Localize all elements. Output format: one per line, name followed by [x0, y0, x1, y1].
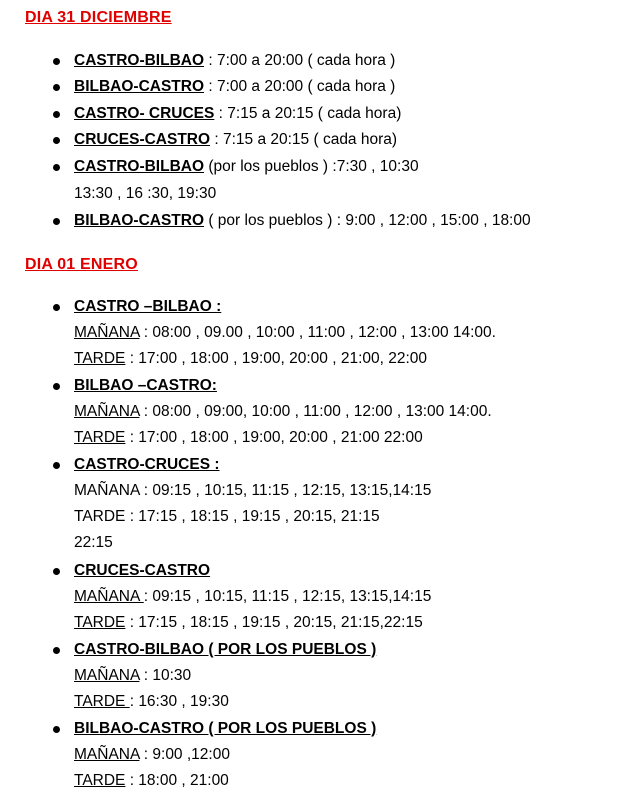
route-title: BILBAO-CASTRO: [74, 78, 205, 95]
route-title: BILBAO-CASTRO ( POR LOS PUEBLOS ): [74, 720, 377, 737]
morning-line: [74, 587, 431, 607]
bullet-icon: [53, 137, 60, 144]
period-times: : 10:30: [139, 667, 192, 684]
morning-line: [74, 745, 230, 765]
period-times: : 17:15 , 18:15 , 19:15 , 20:15, 21:15,22:15: [125, 614, 423, 631]
section-heading-dia-31: DIA 31 DICIEMBRE: [25, 9, 172, 26]
afternoon-line: [74, 613, 423, 633]
schedule-item: [74, 455, 220, 475]
bullet-icon: [53, 84, 60, 91]
bullet-icon: [53, 647, 60, 654]
route-times: : 7:15 a 20:15 ( cada hora): [210, 131, 398, 148]
schedule-item: [74, 640, 376, 660]
period-times: : 09:15 , 10:15, 11:15 , 12:15, 13:15,14:15: [143, 588, 432, 605]
bullet-icon: [53, 568, 60, 575]
afternoon-line: [74, 692, 229, 712]
morning-line: MAÑANA : 09:15 , 10:15, 11:15 , 12:15, 13:15,14:15: [74, 482, 432, 499]
route-title: CASTRO-BILBAO: [74, 158, 205, 175]
schedule-item: [74, 104, 401, 124]
route-title: CASTRO-BILBAO: [74, 52, 205, 69]
route-times-continued: 13:30 , 16 :30, 19:30: [74, 185, 217, 202]
period-label: MAÑANA: [74, 403, 140, 420]
afternoon-line: [74, 428, 423, 448]
period-times: : 9:00 ,12:00: [139, 746, 230, 763]
route-title: BILBAO –CASTRO:: [74, 377, 217, 394]
schedule-item: [74, 157, 419, 177]
section-heading-dia-01: DIA 01 ENERO: [25, 256, 138, 273]
route-times: ( por los pueblos ) : 9:00 , 12:00 , 15:00 , 18:00: [204, 212, 531, 229]
period-label: MAÑANA: [74, 746, 140, 763]
route-title: BILBAO-CASTRO: [74, 212, 205, 229]
morning-line: [74, 323, 496, 343]
bullet-icon: [53, 111, 60, 118]
afternoon-line: TARDE : 17:15 , 18:15 , 19:15 , 20:15, 21:15: [74, 508, 380, 525]
morning-line: [74, 402, 492, 422]
route-title: CRUCES-CASTRO: [74, 131, 211, 148]
schedule-item: [74, 77, 395, 97]
period-label: TARDE: [74, 772, 126, 789]
route-times: : 7:15 a 20:15 ( cada hora): [214, 105, 402, 122]
route-title: CASTRO-BILBAO ( POR LOS PUEBLOS ): [74, 641, 377, 658]
period-label: MAÑANA: [74, 667, 140, 684]
period-label: TARDE: [74, 429, 126, 446]
bullet-icon: [53, 462, 60, 469]
schedule-item: [74, 376, 217, 396]
period-label: TARDE: [74, 693, 130, 710]
route-title: CRUCES-CASTRO: [74, 562, 211, 579]
bullet-icon: [53, 164, 60, 171]
bullet-icon: [53, 218, 60, 225]
period-label: MAÑANA: [74, 324, 140, 341]
period-times: : 17:00 , 18:00 , 19:00, 20:00 , 21:00, 22:00: [125, 350, 428, 367]
bullet-icon: [53, 383, 60, 390]
route-title: CASTRO-CRUCES :: [74, 456, 220, 473]
route-times: : 7:00 a 20:00 ( cada hora ): [204, 78, 396, 95]
schedule-item: [74, 719, 376, 739]
afternoon-line: [74, 771, 229, 791]
afternoon-line: [74, 349, 427, 369]
bullet-icon: [53, 58, 60, 65]
period-times: : 16:30 , 19:30: [129, 693, 229, 710]
route-times: (por los pueblos ) :7:30 , 10:30: [204, 158, 419, 175]
bullet-icon: [53, 726, 60, 733]
period-times: : 18:00 , 21:00: [125, 772, 229, 789]
schedule-item: [74, 561, 210, 581]
route-times: : 7:00 a 20:00 ( cada hora ): [204, 52, 396, 69]
period-times: : 08:00 , 09:00, 10:00 , 11:00 , 12:00 , 13:00 14:00.: [139, 403, 492, 420]
period-label: TARDE: [74, 614, 126, 631]
period-times: : 08:00 , 09.00 , 10:00 , 11:00 , 12:00 , 13:00 14:00.: [139, 324, 496, 341]
period-label: TARDE: [74, 350, 126, 367]
schedule-item: [74, 297, 221, 317]
period-label: MAÑANA: [74, 588, 144, 605]
schedule-item: [74, 51, 395, 71]
schedule-item: [74, 130, 397, 150]
schedule-item: [74, 211, 531, 231]
morning-line: [74, 666, 191, 686]
route-title: CASTRO- CRUCES: [74, 105, 215, 122]
bullet-icon: [53, 304, 60, 311]
period-times: : 17:00 , 18:00 , 19:00, 20:00 , 21:00 22:00: [125, 429, 423, 446]
route-title: CASTRO –BILBAO :: [74, 298, 222, 315]
afternoon-line-continued: 22:15: [74, 534, 113, 551]
